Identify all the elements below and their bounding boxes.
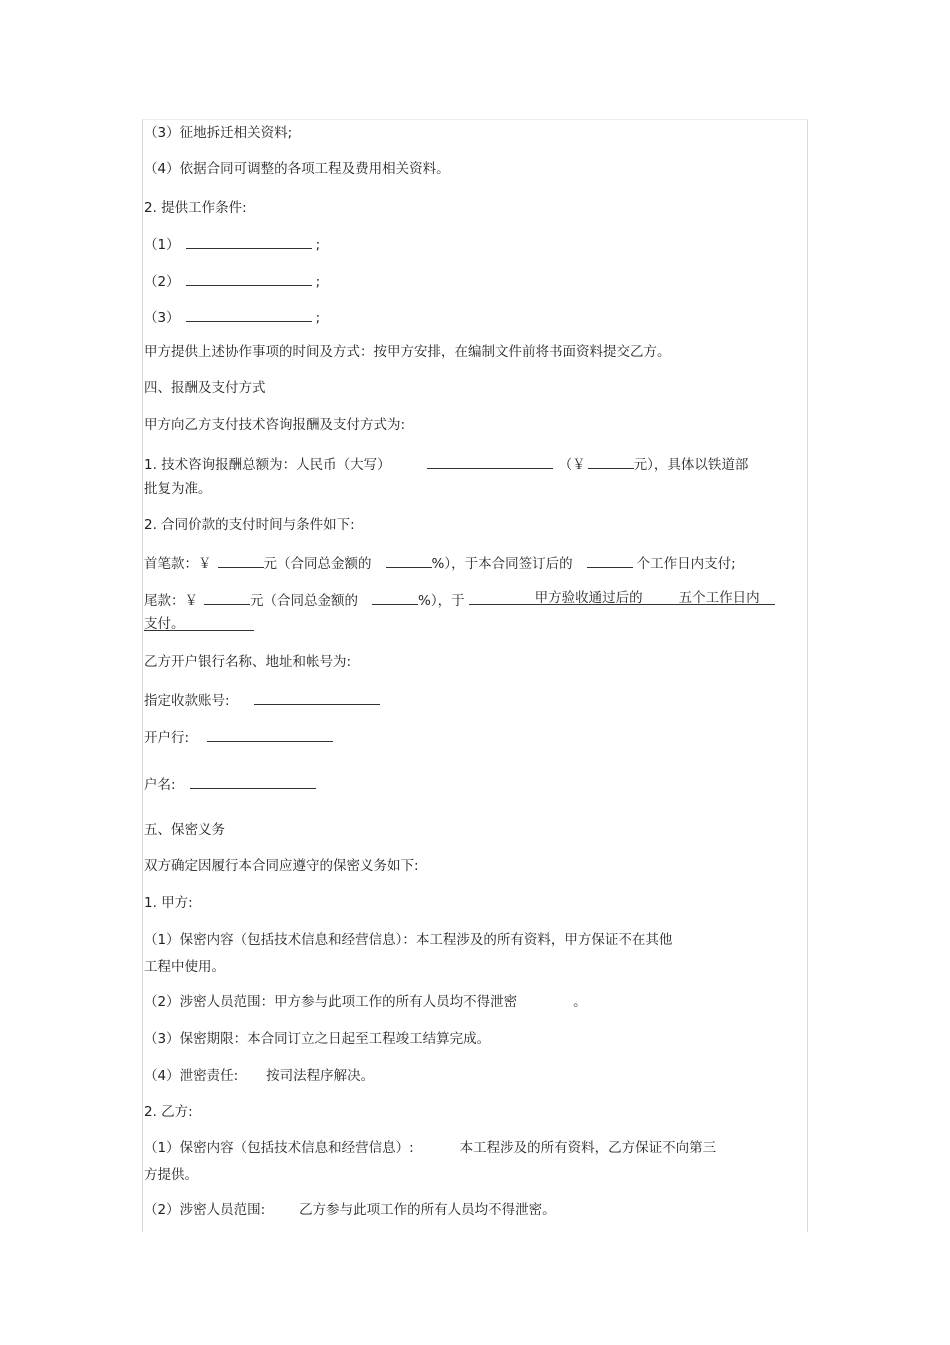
- text-line: （4）泄密责任: 按司法程序解决。: [144, 1068, 375, 1084]
- payment-total-line: 1. 技术咨询报酬总额为：人民币（大写） （￥ 元），具体以铁道部: [144, 453, 748, 474]
- blank-field[interactable]: [587, 552, 633, 568]
- underlined-field: 甲方验收通过后的 五个工作日内: [469, 589, 775, 605]
- text-line: 2. 乙方:: [144, 1104, 193, 1120]
- blank-field[interactable]: [204, 589, 250, 605]
- condition-item-1: （1） ;: [144, 233, 320, 254]
- blank-field[interactable]: [207, 726, 333, 742]
- final-payment-line: 尾款：￥ 元（合同总金额的 %），于 甲方验收通过后的 五个工作日内: [144, 589, 775, 610]
- blank-field[interactable]: [218, 552, 264, 568]
- text-line: 甲方提供上述协作事项的时间及方式：按甲方安排，在编制文件前将书面资料提交乙方。: [144, 344, 671, 360]
- text-line: （2）涉密人员范围：甲方参与此项工作的所有人员均不得泄密 。: [144, 994, 587, 1010]
- text-line: 2. 提供工作条件:: [144, 200, 247, 216]
- blank-field[interactable]: [254, 689, 380, 705]
- condition-item-3: （3） ;: [144, 306, 320, 327]
- section-heading: 四、报酬及支付方式: [144, 380, 266, 396]
- blank-field[interactable]: [588, 453, 634, 469]
- account-number-line: 指定收款账号:: [144, 689, 380, 710]
- text-line: 方提供。: [144, 1167, 198, 1183]
- blank-field[interactable]: [427, 453, 553, 469]
- blank-field[interactable]: [186, 306, 312, 322]
- text-line: 1. 甲方:: [144, 895, 193, 911]
- bank-line: 开户行:: [144, 726, 333, 747]
- text-line: 甲方向乙方支付技术咨询报酬及支付方式为:: [144, 417, 406, 433]
- text-line: （3）保密期限：本合同订立之日起至工程竣工结算完成。: [144, 1031, 491, 1047]
- blank-field[interactable]: [372, 589, 418, 605]
- account-name-line: 户名:: [144, 773, 316, 794]
- text-line: （3）征地拆迁相关资料;: [144, 125, 293, 141]
- text-line: （1）保密内容（包括技术信息和经营信息）: 本工程涉及的所有资料，乙方保证不向第三: [144, 1140, 717, 1156]
- text-line: （2）涉密人员范围: 乙方参与此项工作的所有人员均不得泄密。: [144, 1202, 556, 1218]
- text-line: 乙方开户银行名称、地址和帐号为:: [144, 654, 352, 670]
- text-line: （4）依据合同可调整的各项工程及费用相关资料。: [144, 161, 450, 177]
- blank-field[interactable]: [386, 552, 432, 568]
- blank-field[interactable]: [190, 773, 316, 789]
- text-line: 工程中使用。: [144, 959, 225, 975]
- final-payment-line-cont: [144, 615, 254, 636]
- blank-field[interactable]: [186, 270, 312, 286]
- first-payment-line: 首笔款：￥ 元（合同总金额的 %），于本合同签订后的 个工作日内支付;: [144, 552, 736, 573]
- text-line: 批复为准。: [144, 481, 212, 497]
- underlined-field: 支付。: [144, 615, 254, 631]
- blank-field[interactable]: [186, 233, 312, 249]
- section-heading: 五、保密义务: [144, 822, 225, 838]
- text-line: 2. 合同价款的支付时间与条件如下:: [144, 517, 355, 533]
- text-line: （1）保密内容（包括技术信息和经营信息）：本工程涉及的所有资料，甲方保证不在其他: [144, 932, 673, 948]
- text-line: 双方确定因履行本合同应遵守的保密义务如下:: [144, 858, 419, 874]
- condition-item-2: （2） ;: [144, 270, 320, 291]
